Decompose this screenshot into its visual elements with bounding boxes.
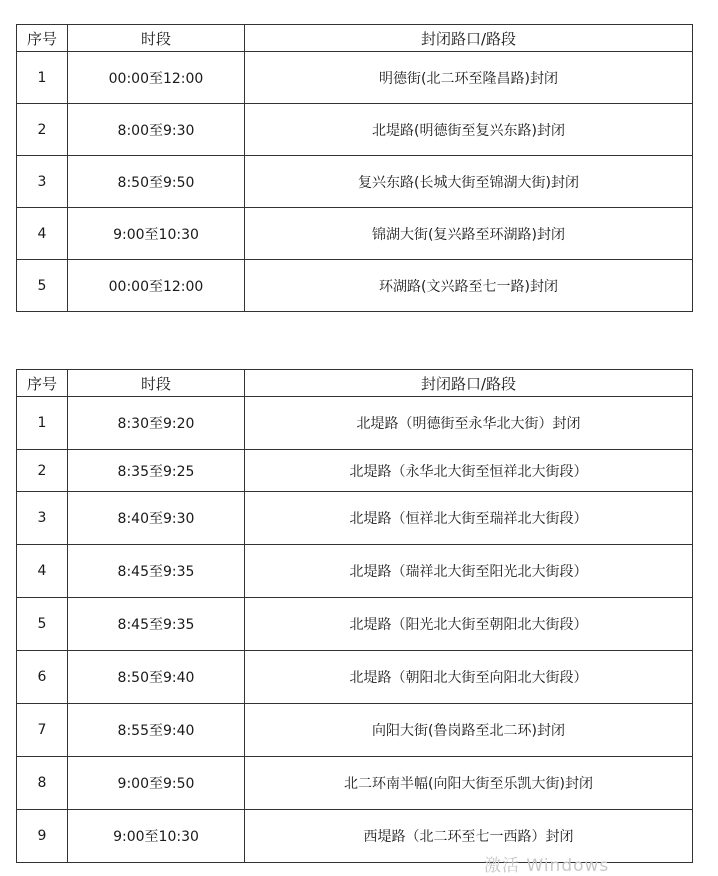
row-closed-road: 复兴东路(长城大街至锦湖大街)封闭: [245, 156, 693, 208]
row-number: 4: [17, 545, 68, 598]
row-number: 6: [17, 651, 68, 704]
row-time-period: 8:45至9:35: [68, 598, 245, 651]
road-closure-table-1: [16, 24, 693, 312]
row-time-period: 9:00至9:50: [68, 757, 245, 810]
table-row: [17, 450, 693, 492]
row-time-period: 00:00至12:00: [68, 52, 245, 104]
row-number: 3: [17, 156, 68, 208]
row-time-period: 8:50至9:40: [68, 651, 245, 704]
table-row: [17, 156, 693, 208]
row-number: 8: [17, 757, 68, 810]
table-row: [17, 704, 693, 757]
table-row: [17, 492, 693, 545]
row-closed-road: 北堤路(明德街至复兴东路)封闭: [245, 104, 693, 156]
row-closed-road: 向阳大街(鲁岗路至北二环)封闭: [245, 704, 693, 757]
table-row: [17, 52, 693, 104]
row-closed-road: 北堤路（永华北大街至恒祥北大街段）: [245, 450, 693, 492]
row-number: 5: [17, 260, 68, 312]
table-row: [17, 104, 693, 156]
row-closed-road: 北堤路（朝阳北大街至向阳北大街段）: [245, 651, 693, 704]
table-row: [17, 397, 693, 450]
row-number: 1: [17, 52, 68, 104]
row-number: 7: [17, 704, 68, 757]
row-time-period: 8:55至9:40: [68, 704, 245, 757]
header-closed-road: 封闭路口/路段: [245, 370, 693, 397]
row-closed-road: 明德街(北二环至隆昌路)封闭: [245, 52, 693, 104]
header-number: 序号: [17, 370, 68, 397]
row-closed-road: 锦湖大街(复兴路至环湖路)封闭: [245, 208, 693, 260]
row-closed-road: 北二环南半幅(向阳大街至乐凯大街)封闭: [245, 757, 693, 810]
table-row: [17, 208, 693, 260]
row-closed-road: 环湖路(文兴路至七一路)封闭: [245, 260, 693, 312]
table-row: [17, 260, 693, 312]
row-number: 2: [17, 104, 68, 156]
row-time-period: 8:40至9:30: [68, 492, 245, 545]
row-time-period: 8:35至9:25: [68, 450, 245, 492]
table-row: [17, 757, 693, 810]
row-number: 9: [17, 810, 68, 863]
row-closed-road: 西堤路（北二环至七一西路）封闭: [245, 810, 693, 863]
row-time-period: 9:00至10:30: [68, 208, 245, 260]
table-row: [17, 598, 693, 651]
row-number: 3: [17, 492, 68, 545]
row-closed-road: 北堤路（阳光北大街至朝阳北大街段）: [245, 598, 693, 651]
road-closure-table-2: [16, 369, 693, 863]
table-row: [17, 545, 693, 598]
row-closed-road: 北堤路（明德街至永华北大街）封闭: [245, 397, 693, 450]
header-time-period: 时段: [68, 370, 245, 397]
row-time-period: 00:00至12:00: [68, 260, 245, 312]
row-number: 2: [17, 450, 68, 492]
row-time-period: 8:30至9:20: [68, 397, 245, 450]
row-number: 1: [17, 397, 68, 450]
row-time-period: 8:00至9:30: [68, 104, 245, 156]
row-closed-road: 北堤路（恒祥北大街至瑞祥北大街段）: [245, 492, 693, 545]
row-time-period: 8:45至9:35: [68, 545, 245, 598]
row-number: 4: [17, 208, 68, 260]
row-time-period: 9:00至10:30: [68, 810, 245, 863]
header-closed-road: 封闭路口/路段: [245, 25, 693, 52]
table-header-row: [17, 25, 693, 52]
activate-windows-watermark: 激活 Windows: [484, 856, 610, 876]
table-row: [17, 651, 693, 704]
row-time-period: 8:50至9:50: [68, 156, 245, 208]
row-closed-road: 北堤路（瑞祥北大街至阳光北大街段）: [245, 545, 693, 598]
header-number: 序号: [17, 25, 68, 52]
header-time-period: 时段: [68, 25, 245, 52]
row-number: 5: [17, 598, 68, 651]
table-header-row: [17, 370, 693, 397]
